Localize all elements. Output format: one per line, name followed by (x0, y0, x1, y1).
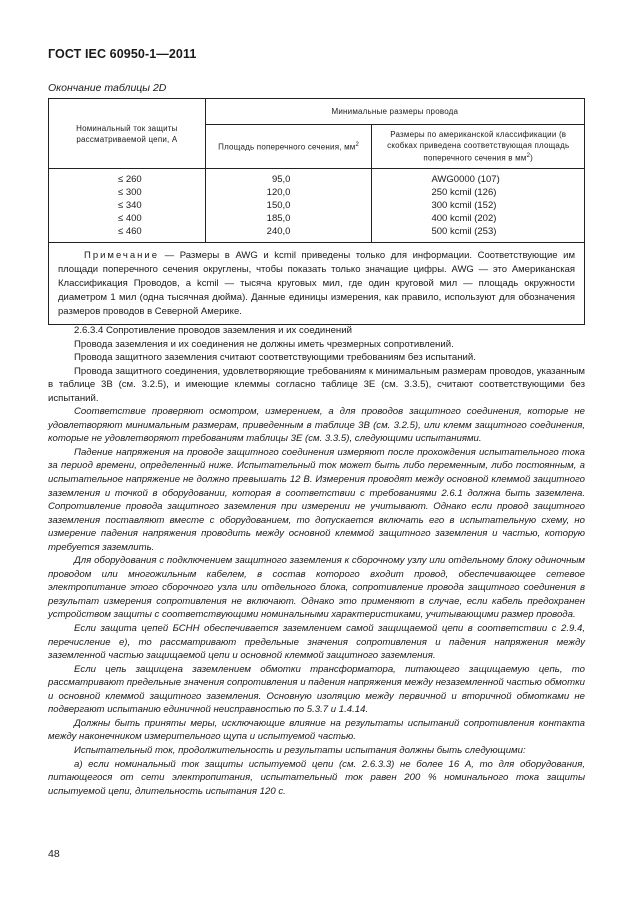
paragraph: Если цепь защищена заземлением обмотки трансформатора, питающего защищаемую цепь, то рассматривают предельные значения сопротивления и падения напряжения между незаземленной частью обмотки и основной клеммой защитного заземления. Основную изоляцию между первичной и вторичной обмотками не подвергают испытанию единичной неисправностью по 5.3.7 и 1.4.14. (48, 663, 585, 716)
paragraph: а) если номинальный ток защиты испытуемой цепи (см. 2.6.3.3) не более 16 А, то для оборудования, питающегося от сети электропитания, испытательный ток равен 200 % номинального тока защиты испытуемой цепи, длительность испытания 120 с. (48, 758, 585, 797)
current-column (49, 169, 206, 243)
paragraph: Соответствие проверяют осмотром, измерением, а для проводов защитного соединения, которые не удовлетворяют минимальным размерам, приведенным в таблице 3В (см. 3.2.5), или клемм защитного соединения, которые не удовлетворяют требованиям таблицы 3Е (см. 3.3.5), следующими испытаниями. (48, 406, 585, 445)
table-cell: 120,0 (266, 187, 291, 198)
table-cell: ≤ 400 (118, 213, 142, 224)
paragraph: Провода заземления и их соединения не должны иметь чрезмерных сопротивлений. (74, 338, 454, 350)
table-cell: ≤ 260 (118, 174, 142, 185)
col-header-current: Номинальный ток защиты рассматриваемой цепи, А (49, 99, 206, 169)
page-number: 48 (48, 848, 60, 860)
table-cell: 150,0 (266, 200, 291, 211)
paragraph: Падение напряжения на проводе защитного соединения измеряют после прохождения испытательного тока за период времени, определенный ниже. Испытательный ток может быть либо переменным, либо постоянным, а испытательное напряжение не должно превышать 12 В. Измерения проводят между основной клеммой защитного заземления и точкой в оборудовании, которая в соответствии с требованиями 2.6.1 должна быть заземлена. Сопротивление провода защитного заземления при измерении не учитывают. Однако если провод защитного заземления поставляют вместе с оборудованием, то допускается включать его в испытательную схему, но измерение падения напряжения проводить между основной клеммой защитного заземления и частью, которую требуется заземлить. (48, 446, 585, 553)
col-header-area: Площадь поперечного сечения, $мм^2$ (205, 125, 372, 169)
table-cell: 400 kcmil (202) (431, 213, 497, 224)
awg-column (372, 169, 585, 243)
group-header: Минимальные размеры провода (205, 99, 584, 125)
body-text (48, 324, 585, 798)
paragraph: Для оборудования с подключением защитного заземления к сборочному узлу или отдельному блоку одиночным проводом или многожильным кабелем, в состав которого входит провод, обеспечивающее сетевое электропитание этого сборочного узла или отдельного блока, сопротивление провода защитного соединения в результат измерения сопротивления не включают. Однако это применяют в случае, если кабель предохранен устройством защиты с соответствующими номинальными характеристиками, учитывающими размер провода. (48, 555, 585, 621)
table-cell: 300 kcmil (152) (431, 200, 497, 211)
paragraph: Провода защитного соединения, удовлетворяющие требованиям к минимальным размерам проводов, указанным в таблице 3В (см. 3.2.5), и имеющие клеммы согласно таблице 3Е (см. 3.3.5), считают соответствующими без испытаний. (48, 365, 585, 404)
table-cell: 240,0 (266, 226, 291, 237)
note-label: Примечание (84, 250, 159, 261)
wire-size-table (48, 98, 585, 325)
paragraph: Должны быть приняты меры, исключающие влияние на результаты испытаний сопротивления контакта между наконечником измерительного щупа и испытуемой частью. (48, 717, 585, 743)
document-header: ГОСТ IEC 60950-1—2011 (48, 47, 197, 61)
section-heading: 2.6.3.4 Сопротивление проводов заземления и их соединений (74, 325, 352, 336)
table-caption: Окончание таблицы 2D (48, 82, 167, 94)
table-note (49, 243, 585, 325)
table-cell: 95,0 (271, 174, 291, 185)
table-cell: ≤ 300 (118, 187, 142, 198)
table-cell: AWG0000 (107) (431, 174, 500, 185)
note-text: — Размеры в AWG и kcmil приведены только для информации. Соответствующие им площади поперечного сечения округлены, чтобы показать только значащие цифры. AWG — это Американская Классификация Проводов, а kcmil — тысяча круговых мил, где один круговой мил — площадь окружности диаметром 1 мил (одна тысячная дюйма). Данные единицы измерения, как правило, используют для обозначения размеров проводов в Северной Америке. (58, 250, 575, 317)
paragraph: Испытательный ток, продолжительность и результаты испытания должны быть следующими: (74, 744, 526, 756)
area-column (205, 169, 372, 243)
table-cell: 500 kcmil (253) (431, 226, 497, 237)
col-header-awg: Размеры по американской классификации (в скобках приведена соответствующая площадь поперечного сечения в $мм^2$) (372, 125, 585, 169)
table-cell: 185,0 (266, 213, 291, 224)
table-cell: 250 kcmil (126) (431, 187, 497, 198)
table-cell: ≤ 340 (118, 200, 142, 211)
paragraph: Если защита цепей БСНН обеспечивается заземлением самой защищаемой цепи в соответствии с 2.9.4, перечисление е), то рассматривают предельные значения сопротивления и падения напряжения между заземленной частью защищаемой цепи и основной клеммой защитного заземления. (48, 623, 585, 662)
paragraph: Провода защитного заземления считают соответствующими требованиям без испытаний. (74, 352, 476, 364)
table-cell: ≤ 460 (118, 226, 142, 237)
